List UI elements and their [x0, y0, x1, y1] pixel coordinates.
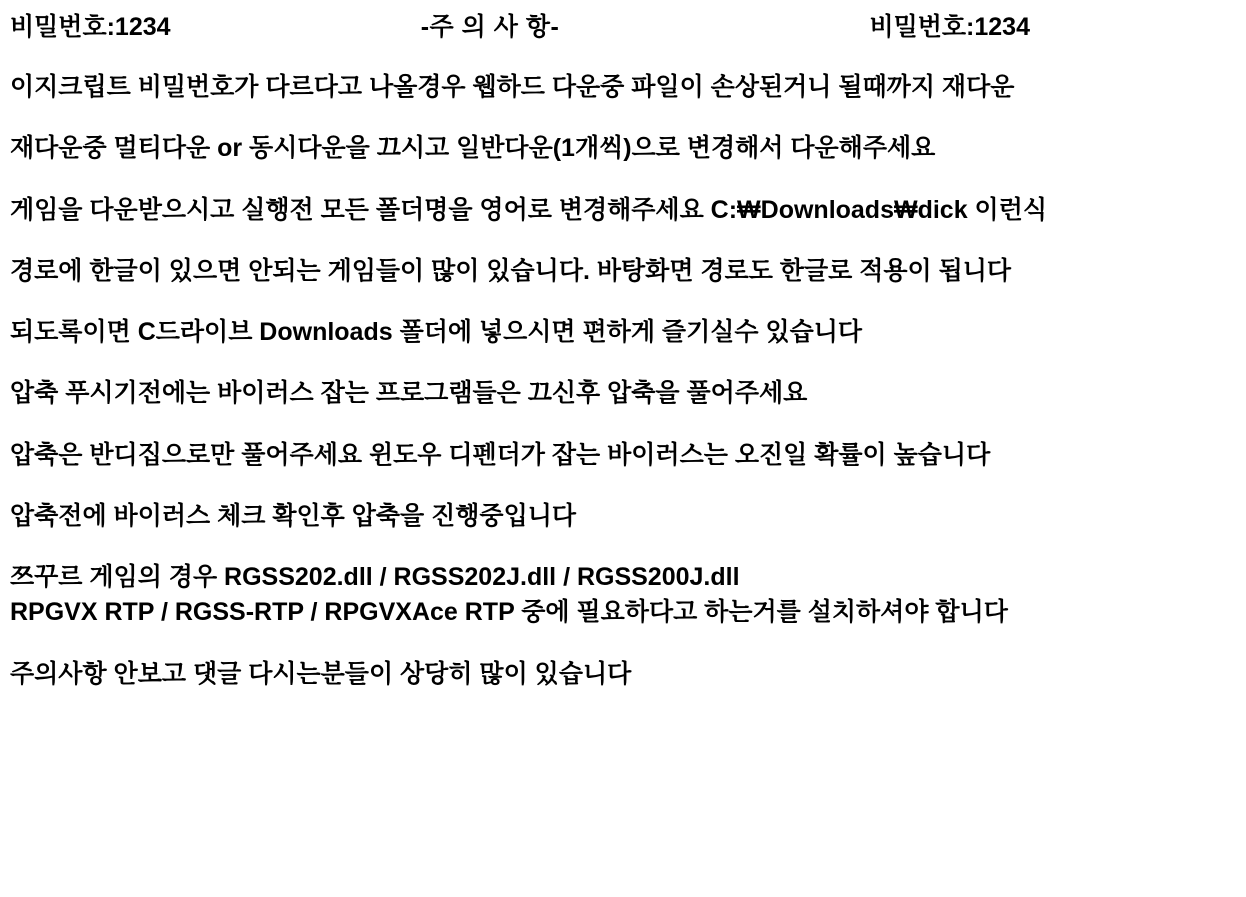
notice-line: 주의사항 안보고 댓글 다시는분들이 상당히 많이 있습니다 — [10, 659, 632, 688]
notice-line: 압축은 반디집으로만 풀어주세요 윈도우 디펜더가 잡는 바이러스는 오진일 확률이 높습니다 — [10, 440, 991, 469]
notice-line: RPGVX RTP / RGSS-RTP / RPGVXAce RTP 중에 필요하다고 하는거를 설치하셔야 합니다 — [10, 598, 1008, 627]
password-label-right: 비밀번호:1234 — [869, 13, 1030, 41]
password-label-left: 비밀번호:1234 — [10, 13, 171, 41]
notice-line: 압축전에 바이러스 체크 확인후 압축을 진행중입니다 — [10, 501, 577, 530]
notice-line: 압축 푸시기전에는 바이러스 잡는 프로그램들은 끄신후 압축을 풀어주세요 — [10, 379, 808, 408]
notice-line: 이지크립트 비밀번호가 다르다고 나올경우 웹하드 다운중 파일이 손상된거니 될때까지 재다운 — [10, 73, 1015, 101]
notice-line: 되도록이면 C드라이브 Downloads 폴더에 넣으시면 편하게 즐기실수 있습니다 — [10, 318, 863, 346]
notice-line: 경로에 한글이 있으면 안되는 게임들이 많이 있습니다. 바탕화면 경로도 한글로 적용이 됩니다 — [10, 256, 1012, 285]
notice-header — [8, 12, 1238, 42]
notice-line: 재다운중 멀티다운 or 동시다운을 끄시고 일반다운(1개씩)으로 변경해서 다운해주세요 — [10, 134, 936, 163]
page-title: -주 의 사 항- — [420, 13, 560, 41]
notice-line: 쯔꾸르 게임의 경우 RGSS202.dll / RGSS202J.dll / RGSS200J.dll — [10, 563, 740, 591]
notice-line: 게임을 다운받으시고 실행전 모든 폴더명을 영어로 변경해주세요 C:₩Downloads₩dick 이런식 — [10, 195, 1048, 224]
